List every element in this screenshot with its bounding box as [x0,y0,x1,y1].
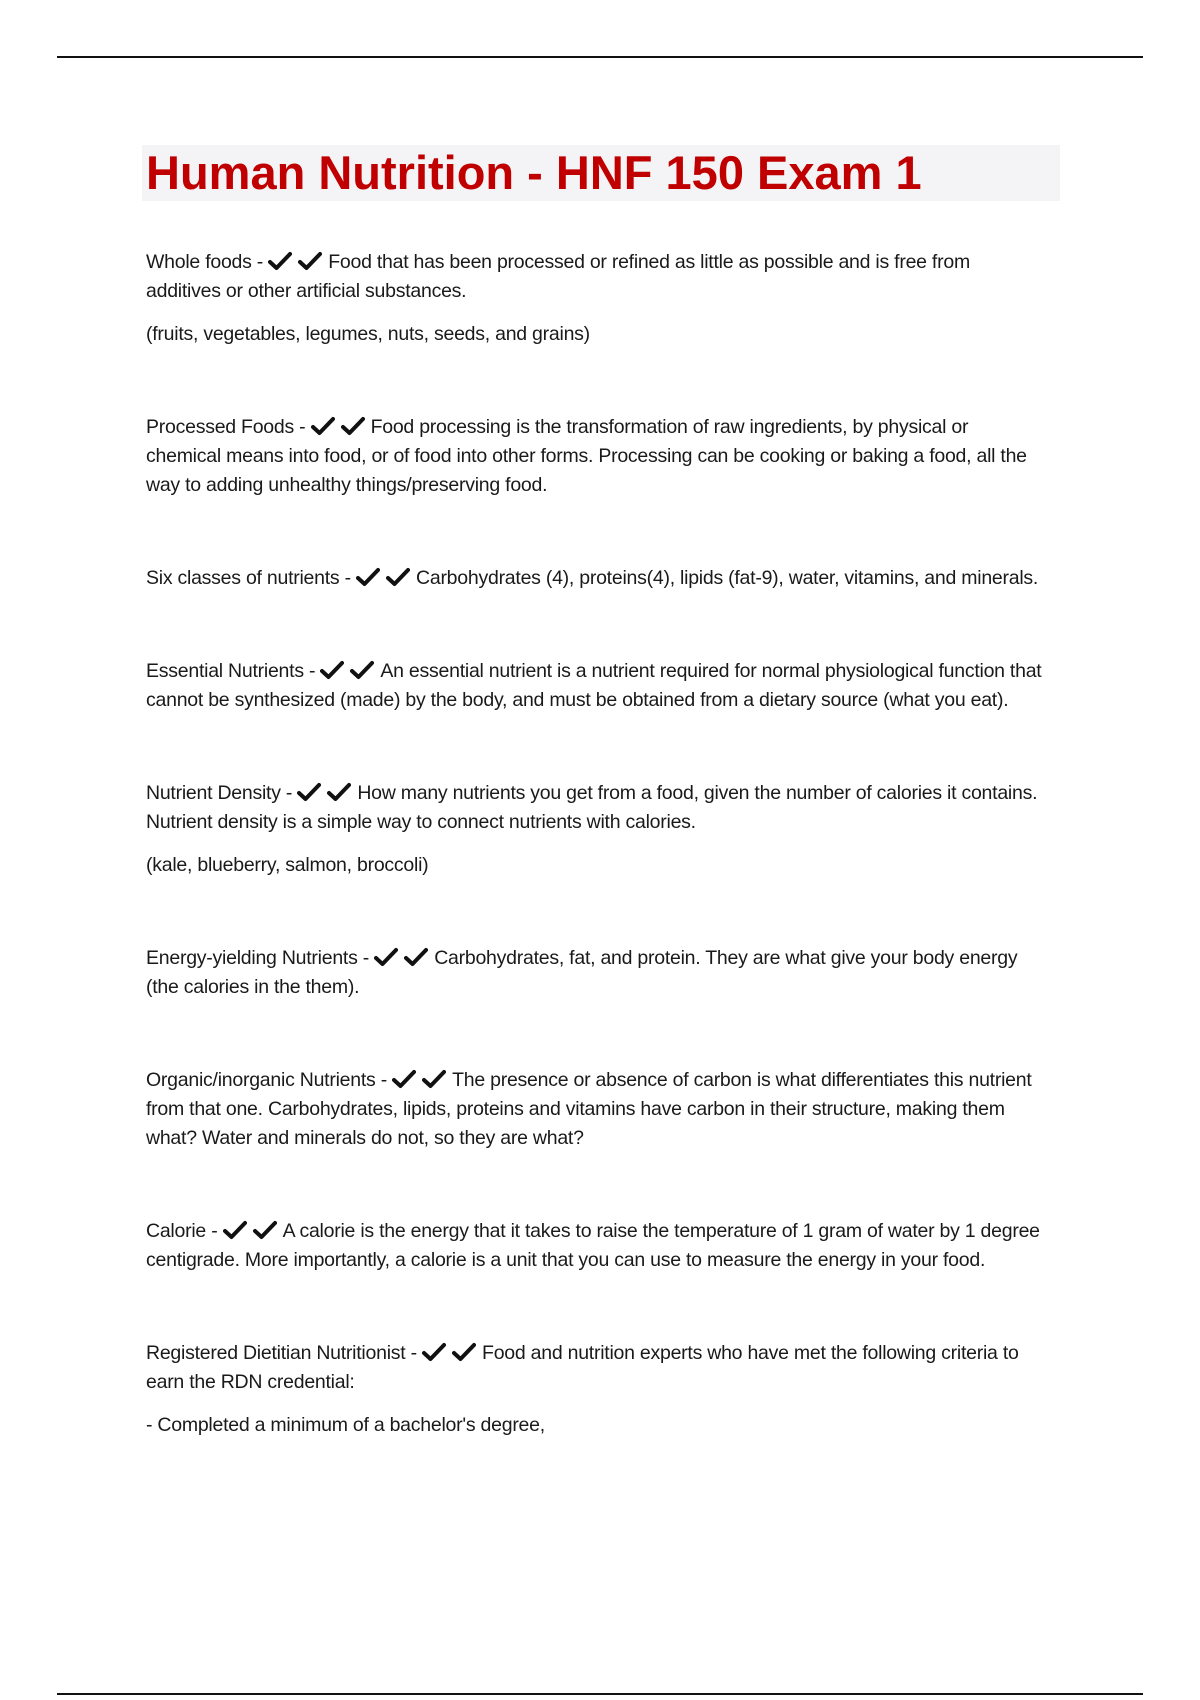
entry-term: Processed Foods - [146,416,306,438]
check-icon [422,1069,446,1089]
entry-term: Registered Dietitian Nutritionist - [146,1342,417,1364]
entry-text [146,779,1046,837]
entry-text [146,248,1046,306]
entry-text [146,1339,1046,1397]
entry-definition: Food and nutrition experts who have met the following criteria to earn the RDN credential: [146,1342,1019,1393]
entry-term: Six classes of nutrients - [146,567,351,589]
flashcard-entry [146,248,1046,349]
flashcard-entry [146,1066,1046,1153]
entry-text [146,413,1046,500]
flashcard-entry [146,657,1046,715]
bottom-rule [57,1693,1143,1695]
entry-definition: Carbohydrates (4), proteins(4), lipids (fat-9), water, vitamins, and minerals. [416,567,1039,589]
entry-note: (fruits, vegetables, legumes, nuts, seeds, and grains) [146,323,590,345]
check-icon [386,567,410,587]
check-icon [297,782,321,802]
top-rule [57,56,1143,58]
flashcard-entry [146,564,1046,593]
check-icon [320,660,344,680]
check-icon [356,567,380,587]
flashcard-entry [146,1339,1046,1440]
entry-text [146,564,1046,593]
flashcard-entry [146,413,1046,500]
check-icon [392,1069,416,1089]
entry-term: Organic/inorganic Nutrients - [146,1069,387,1091]
entry-note: - Completed a minimum of a bachelor's degree, [146,1414,545,1436]
entry-text [146,657,1046,715]
entry-definition: An essential nutrient is a nutrient required for normal physiological function that cannot be synthesized (made) by the body, and must be obtained from a dietary source (what you eat). [146,660,1042,711]
entry-text [146,1066,1046,1153]
entry-term: Whole foods - [146,251,264,273]
check-icon [341,416,365,436]
entry-text [146,944,1046,1002]
entry-term: Energy-yielding Nutrients - [146,947,370,969]
check-icon [223,1220,247,1240]
entry-text [146,1217,1046,1275]
entry-definition: How many nutrients you get from a food, given the number of calories it contains. Nutrient density is a simple way to connect nutrients with calories. [146,782,1038,833]
check-icon [298,251,322,271]
check-icon [253,1220,277,1240]
check-icon [404,947,428,967]
entry-note: (kale, blueberry, salmon, broccoli) [146,854,429,876]
flashcard-entry [146,779,1046,880]
check-icon [268,251,292,271]
entry-term: Calorie - [146,1220,218,1242]
check-icon [327,782,351,802]
entry-definition: The presence or absence of carbon is what differentiates this nutrient from that one. Carbohydrates, lipids, proteins and vitamins have carbon in their structure, making them what? Water and minerals do not, so they are what? [146,1069,1032,1149]
flashcard-entry [146,1217,1046,1275]
check-icon [374,947,398,967]
check-icon [452,1342,476,1362]
check-icon [311,416,335,436]
check-icon [422,1342,446,1362]
flashcard-entry [146,944,1046,1002]
entry-term: Essential Nutrients - [146,660,316,682]
entry-definition: Carbohydrates, fat, and protein. They are what give your body energy (the calories in the them). [146,947,1018,998]
flashcard-list [146,248,1046,1504]
entry-definition: A calorie is the energy that it takes to raise the temperature of 1 gram of water by 1 degree centigrade. More importantly, a calorie is a unit that you can use to measure the energy in your food. [146,1220,1040,1271]
page-title: Human Nutrition - HNF 150 Exam 1 [146,146,922,199]
entry-definition: Food that has been processed or refined as little as possible and is free from additives or other artificial substances. [146,251,970,302]
check-icon [350,660,374,680]
entry-definition: Food processing is the transformation of raw ingredients, by physical or chemical means into food, or of food into other forms. Processing can be cooking or baking a food, all the way to adding unhealthy things/preserving food. [146,416,1027,496]
entry-term: Nutrient Density - [146,782,293,804]
